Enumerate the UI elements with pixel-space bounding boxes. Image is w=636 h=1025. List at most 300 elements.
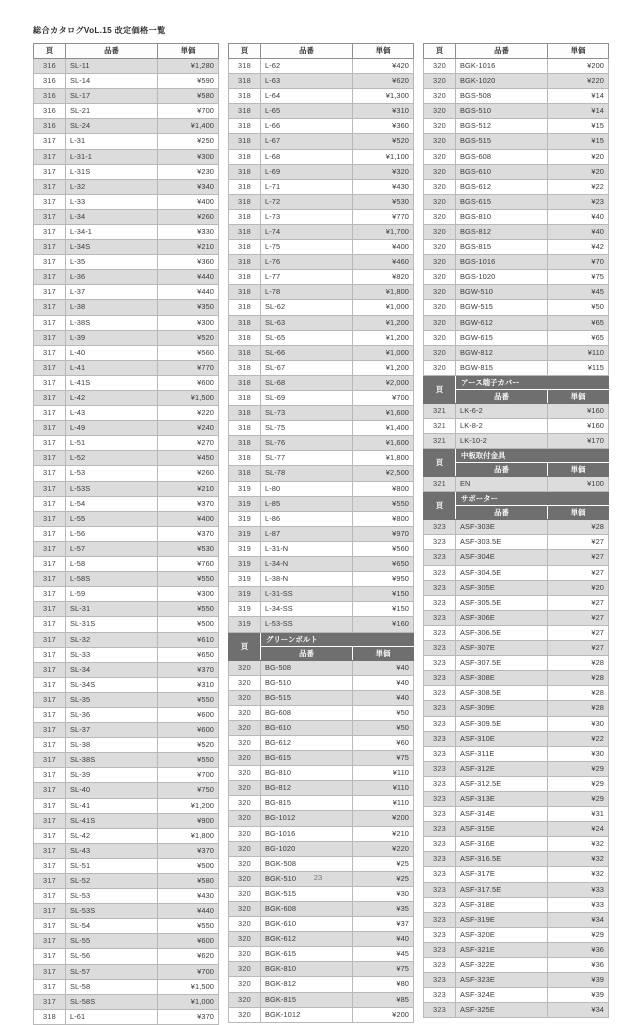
cell-price: ¥150 — [353, 587, 414, 602]
cell-code: L-75 — [261, 240, 353, 255]
cell-page: 318 — [229, 421, 261, 436]
cell-code: BG-610 — [261, 720, 353, 735]
cell-page: 320 — [229, 796, 261, 811]
table-row — [34, 421, 219, 436]
table-row — [424, 330, 609, 345]
table-row — [424, 686, 609, 701]
cell-page: 317 — [34, 345, 66, 360]
cell-page: 323 — [424, 973, 456, 988]
table-row — [424, 419, 609, 434]
cell-price: ¥1,200 — [353, 330, 414, 345]
cell-page: 318 — [229, 149, 261, 164]
cell-code: L-62 — [261, 58, 353, 73]
table-row — [34, 587, 219, 602]
table-header-row — [34, 43, 219, 58]
cell-code: BGK-608 — [261, 902, 353, 917]
cell-price: ¥360 — [158, 255, 219, 270]
cell-page: 319 — [229, 587, 261, 602]
table-row — [229, 179, 414, 194]
table-row — [229, 119, 414, 134]
cell-code: L-85 — [261, 496, 353, 511]
cell-code: SL-56 — [66, 949, 158, 964]
section-header-code: 品番 — [261, 646, 353, 660]
cell-price: ¥30 — [548, 746, 609, 761]
cell-page: 320 — [229, 826, 261, 841]
cell-page: 319 — [229, 617, 261, 632]
cell-price: ¥160 — [548, 419, 609, 434]
table-row — [424, 595, 609, 610]
cell-page: 320 — [229, 735, 261, 750]
cell-page: 323 — [424, 1003, 456, 1018]
cell-page: 318 — [229, 74, 261, 89]
cell-page: 317 — [34, 602, 66, 617]
cell-price: ¥530 — [353, 194, 414, 209]
cell-code: ASF-318E — [456, 897, 548, 912]
cell-code: SL-54 — [66, 919, 158, 934]
cell-page: 317 — [34, 209, 66, 224]
table-row — [424, 209, 609, 224]
cell-price: ¥28 — [548, 520, 609, 535]
cell-price: ¥400 — [158, 511, 219, 526]
cell-page: 318 — [229, 406, 261, 421]
cell-price: ¥65 — [548, 330, 609, 345]
table-row — [424, 942, 609, 957]
cell-code: ASF-311E — [456, 746, 548, 761]
cell-page: 323 — [424, 852, 456, 867]
cell-code: SL-69 — [261, 391, 353, 406]
cell-code: L-31 — [66, 134, 158, 149]
table-row — [229, 675, 414, 690]
cell-page: 321 — [424, 419, 456, 434]
cell-page: 323 — [424, 550, 456, 565]
cell-code: BGS-812 — [456, 224, 548, 239]
cell-code: L-32 — [66, 179, 158, 194]
cell-page: 323 — [424, 731, 456, 746]
cell-price: ¥1,700 — [353, 224, 414, 239]
table-row — [229, 330, 414, 345]
cell-code: SL-58S — [66, 994, 158, 1009]
section-header-page: 頁 — [229, 632, 261, 660]
table-row — [424, 988, 609, 1003]
cell-page: 317 — [34, 662, 66, 677]
table-row — [229, 194, 414, 209]
cell-price: ¥240 — [158, 421, 219, 436]
cell-price: ¥440 — [158, 904, 219, 919]
cell-price: ¥39 — [548, 973, 609, 988]
cell-page: 323 — [424, 625, 456, 640]
cell-code: SL-34 — [66, 662, 158, 677]
cell-price: ¥200 — [353, 811, 414, 826]
cell-code: L-39 — [66, 330, 158, 345]
cell-page: 317 — [34, 677, 66, 692]
cell-page: 320 — [424, 104, 456, 119]
cell-page: 317 — [34, 300, 66, 315]
table-row — [229, 526, 414, 541]
table-row — [424, 345, 609, 360]
cell-price: ¥1,200 — [353, 315, 414, 330]
table-row — [34, 58, 219, 73]
cell-page: 317 — [34, 723, 66, 738]
cell-price: ¥31 — [548, 807, 609, 822]
cell-page: 317 — [34, 738, 66, 753]
cell-price: ¥1,400 — [353, 421, 414, 436]
table-row — [34, 557, 219, 572]
cell-code: SL-31S — [66, 617, 158, 632]
cell-price: ¥950 — [353, 572, 414, 587]
cell-price: ¥27 — [548, 565, 609, 580]
cell-code: BGS-615 — [456, 194, 548, 209]
cell-price: ¥310 — [353, 104, 414, 119]
cell-page: 317 — [34, 889, 66, 904]
cell-price: ¥27 — [548, 550, 609, 565]
table-row — [424, 477, 609, 492]
cell-page: 323 — [424, 942, 456, 957]
cell-price: ¥530 — [158, 541, 219, 556]
cell-price: ¥160 — [353, 617, 414, 632]
table-row — [34, 511, 219, 526]
cell-page: 323 — [424, 580, 456, 595]
cell-code: L-56 — [66, 526, 158, 541]
header-page: 頁 — [34, 43, 66, 58]
cell-page: 323 — [424, 565, 456, 580]
table-row — [229, 511, 414, 526]
cell-code: SL-39 — [66, 768, 158, 783]
table-row — [424, 565, 609, 580]
cell-page: 323 — [424, 610, 456, 625]
cell-page: 317 — [34, 798, 66, 813]
table-row — [34, 300, 219, 315]
cell-price: ¥70 — [548, 255, 609, 270]
cell-page: 318 — [229, 375, 261, 390]
cell-code: SL-53S — [66, 904, 158, 919]
cell-code: L-43 — [66, 406, 158, 421]
cell-code: L-42 — [66, 391, 158, 406]
header-price: 単価 — [353, 43, 414, 58]
cell-price: ¥400 — [158, 194, 219, 209]
table-header-row — [424, 43, 609, 58]
cell-price: ¥590 — [158, 74, 219, 89]
cell-page: 318 — [229, 104, 261, 119]
cell-page: 317 — [34, 979, 66, 994]
cell-price: ¥440 — [158, 270, 219, 285]
cell-code: SL-38 — [66, 738, 158, 753]
cell-price: ¥1,000 — [353, 300, 414, 315]
table-row — [424, 701, 609, 716]
table-row — [34, 919, 219, 934]
cell-page: 320 — [424, 240, 456, 255]
cell-code: ASF-314E — [456, 807, 548, 822]
cell-page: 319 — [229, 481, 261, 496]
cell-page: 317 — [34, 572, 66, 587]
cell-price: ¥45 — [353, 947, 414, 962]
cell-code: SL-51 — [66, 858, 158, 873]
cell-code: ASF-317E — [456, 867, 548, 882]
cell-code: L-87 — [261, 526, 353, 541]
table-row — [424, 104, 609, 119]
cell-price: ¥220 — [158, 406, 219, 421]
cell-page: 317 — [34, 707, 66, 722]
section-header-code: 品番 — [456, 463, 548, 477]
cell-page: 323 — [424, 716, 456, 731]
cell-price: ¥110 — [353, 781, 414, 796]
table-row — [229, 421, 414, 436]
cell-page: 318 — [229, 315, 261, 330]
table-row — [424, 535, 609, 550]
cell-price: ¥600 — [158, 723, 219, 738]
table-row — [229, 617, 414, 632]
table-row — [229, 89, 414, 104]
cell-page: 323 — [424, 912, 456, 927]
table-row — [424, 179, 609, 194]
cell-price: ¥550 — [158, 572, 219, 587]
table-row — [34, 89, 219, 104]
cell-price: ¥310 — [158, 677, 219, 692]
table-row — [229, 856, 414, 871]
cell-page: 317 — [34, 934, 66, 949]
cell-page: 317 — [34, 511, 66, 526]
cell-price: ¥1,100 — [353, 149, 414, 164]
table-row — [229, 240, 414, 255]
cell-page: 320 — [229, 1007, 261, 1022]
cell-price: ¥550 — [158, 602, 219, 617]
cell-page: 320 — [424, 360, 456, 375]
cell-page: 317 — [34, 828, 66, 843]
cell-price: ¥1,300 — [353, 89, 414, 104]
table-row — [34, 104, 219, 119]
cell-price: ¥600 — [158, 375, 219, 390]
cell-code: L-34-SS — [261, 602, 353, 617]
cell-page: 317 — [34, 617, 66, 632]
cell-page: 317 — [34, 330, 66, 345]
cell-page: 319 — [229, 541, 261, 556]
table-row — [229, 74, 414, 89]
cell-price: ¥25 — [353, 871, 414, 886]
cell-price: ¥150 — [353, 602, 414, 617]
cell-price: ¥210 — [353, 826, 414, 841]
cell-code: BGK-612 — [261, 932, 353, 947]
cell-code: SL-34S — [66, 677, 158, 692]
cell-price: ¥85 — [353, 992, 414, 1007]
cell-page: 317 — [34, 481, 66, 496]
table-row — [229, 134, 414, 149]
cell-price: ¥1,800 — [158, 828, 219, 843]
cell-price: ¥42 — [548, 240, 609, 255]
cell-code: ASF-317.5E — [456, 882, 548, 897]
table-row — [424, 74, 609, 89]
cell-code: L-86 — [261, 511, 353, 526]
cell-code: SL-14 — [66, 74, 158, 89]
cell-page: 317 — [34, 270, 66, 285]
cell-page: 320 — [229, 902, 261, 917]
cell-code: BGW-815 — [456, 360, 548, 375]
cell-page: 316 — [34, 104, 66, 119]
table-row — [229, 705, 414, 720]
cell-code: L-64 — [261, 89, 353, 104]
cell-code: ASF-306E — [456, 610, 548, 625]
section-title: 中板取付金具 — [456, 449, 609, 463]
table-row — [424, 240, 609, 255]
cell-page: 320 — [229, 660, 261, 675]
cell-code: SL-38S — [66, 753, 158, 768]
cell-page: 319 — [229, 511, 261, 526]
table-row — [229, 209, 414, 224]
cell-page: 318 — [229, 466, 261, 481]
cell-page: 320 — [424, 164, 456, 179]
cell-code: BG-1012 — [261, 811, 353, 826]
cell-page: 323 — [424, 701, 456, 716]
table-row — [229, 720, 414, 735]
cell-page: 318 — [229, 164, 261, 179]
cell-price: ¥30 — [548, 716, 609, 731]
table-row — [229, 285, 414, 300]
table-row — [34, 798, 219, 813]
cell-price: ¥14 — [548, 89, 609, 104]
cell-code: L-34 — [66, 209, 158, 224]
cell-code: L-53S — [66, 481, 158, 496]
table-row — [229, 751, 414, 766]
cell-page: 321 — [424, 477, 456, 492]
section-header-code: 品番 — [456, 506, 548, 520]
cell-price: ¥300 — [158, 315, 219, 330]
table-row — [424, 671, 609, 686]
table-row — [34, 707, 219, 722]
cell-price: ¥340 — [158, 179, 219, 194]
header-page: 頁 — [424, 43, 456, 58]
cell-page: 316 — [34, 119, 66, 134]
table-row — [424, 625, 609, 640]
cell-code: BGK-615 — [261, 947, 353, 962]
cell-price: ¥35 — [353, 902, 414, 917]
cell-code: L-68 — [261, 149, 353, 164]
cell-code: ASF-309E — [456, 701, 548, 716]
cell-price: ¥20 — [548, 149, 609, 164]
table-row — [229, 345, 414, 360]
cell-page: 317 — [34, 224, 66, 239]
folio-page-number: 23 — [313, 873, 323, 882]
cell-code: L-72 — [261, 194, 353, 209]
cell-code: ASF-312.5E — [456, 776, 548, 791]
cell-code: L-38 — [66, 300, 158, 315]
cell-price: ¥34 — [548, 1003, 609, 1018]
cell-page: 320 — [424, 255, 456, 270]
cell-code: L-71 — [261, 179, 353, 194]
cell-page: 320 — [229, 841, 261, 856]
cell-page: 318 — [229, 179, 261, 194]
header-price: 単価 — [548, 43, 609, 58]
cell-code: L-54 — [66, 496, 158, 511]
cell-price: ¥110 — [353, 766, 414, 781]
cell-page: 321 — [424, 403, 456, 418]
cell-price: ¥200 — [548, 58, 609, 73]
cell-code: LK-8-2 — [456, 419, 548, 434]
table-row — [34, 526, 219, 541]
cell-code: SL-62 — [261, 300, 353, 315]
cell-price: ¥25 — [353, 856, 414, 871]
table-row — [229, 149, 414, 164]
cell-price: ¥22 — [548, 179, 609, 194]
cell-page: 318 — [229, 391, 261, 406]
cell-page: 317 — [34, 421, 66, 436]
table-row — [229, 451, 414, 466]
cell-price: ¥550 — [353, 496, 414, 511]
cell-page: 318 — [229, 270, 261, 285]
cell-page: 320 — [229, 675, 261, 690]
cell-page: 318 — [229, 134, 261, 149]
cell-page: 320 — [229, 947, 261, 962]
table-row — [34, 904, 219, 919]
cell-code: L-31-N — [261, 541, 353, 556]
cell-price: ¥27 — [548, 625, 609, 640]
cell-price: ¥450 — [158, 451, 219, 466]
cell-page: 320 — [229, 871, 261, 886]
cell-code: L-37 — [66, 285, 158, 300]
table-row — [229, 766, 414, 781]
table-row — [34, 602, 219, 617]
header-code: 品番 — [66, 43, 158, 58]
table-row — [34, 496, 219, 511]
cell-code: SL-77 — [261, 451, 353, 466]
cell-price: ¥220 — [353, 841, 414, 856]
cell-code: ASF-322E — [456, 958, 548, 973]
cell-price: ¥32 — [548, 852, 609, 867]
table-row — [229, 690, 414, 705]
cell-page: 317 — [34, 753, 66, 768]
table-row — [34, 315, 219, 330]
table-row — [229, 360, 414, 375]
cell-price: ¥440 — [158, 285, 219, 300]
cell-page: 320 — [229, 766, 261, 781]
table-row — [229, 466, 414, 481]
cell-page: 318 — [229, 224, 261, 239]
cell-code: BG-510 — [261, 675, 353, 690]
cell-price: ¥27 — [548, 610, 609, 625]
table-row — [424, 656, 609, 671]
cell-price: ¥210 — [158, 481, 219, 496]
table-row — [229, 962, 414, 977]
cell-code: BGS-1016 — [456, 255, 548, 270]
cell-price: ¥40 — [353, 660, 414, 675]
cell-page: 317 — [34, 451, 66, 466]
table-row — [34, 194, 219, 209]
table-row — [34, 617, 219, 632]
cell-code: BGW-510 — [456, 285, 548, 300]
cell-page: 317 — [34, 406, 66, 421]
table-row — [424, 807, 609, 822]
table-row — [424, 315, 609, 330]
cell-code: L-31-1 — [66, 149, 158, 164]
table-row — [229, 947, 414, 962]
table-row — [34, 632, 219, 647]
table-row — [34, 406, 219, 421]
table-row — [424, 897, 609, 912]
cell-price: ¥800 — [353, 481, 414, 496]
table-row — [34, 677, 219, 692]
cell-code: ASF-305.5E — [456, 595, 548, 610]
table-row — [34, 1009, 219, 1024]
table-row — [229, 917, 414, 932]
cell-code: BGK-815 — [261, 992, 353, 1007]
cell-price: ¥160 — [548, 403, 609, 418]
cell-page: 319 — [229, 557, 261, 572]
cell-code: BGS-610 — [456, 164, 548, 179]
cell-page: 318 — [229, 345, 261, 360]
table-row — [424, 958, 609, 973]
cell-page: 316 — [34, 58, 66, 73]
cell-price: ¥520 — [158, 330, 219, 345]
table-row — [34, 119, 219, 134]
cell-page: 323 — [424, 837, 456, 852]
cell-code: BG-615 — [261, 751, 353, 766]
